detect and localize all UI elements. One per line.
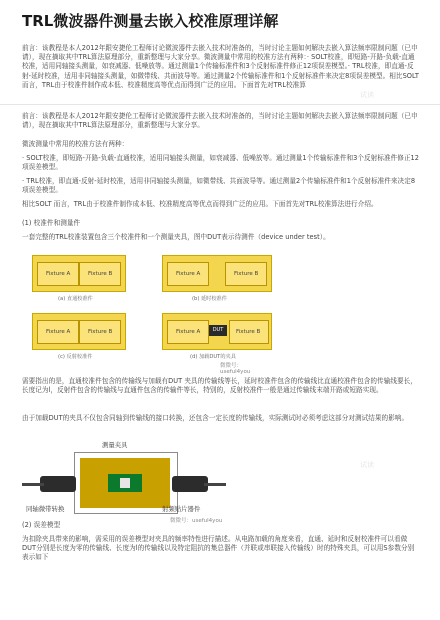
diagram-watermark: 微微号：useful4you: [220, 363, 251, 375]
paragraph-methods: 微波测量中常用的校准方法有两种：: [22, 140, 129, 148]
coax-transition-label: 同轴微带转换: [26, 505, 65, 513]
fixture-line: [162, 255, 272, 292]
coax-cable-left: [22, 483, 44, 486]
paragraph-trl-kit: 一套完整的TRL校准装置包含三个校准件和一个测量夹具，图中DUT表示待测件（device under test）。: [22, 233, 330, 241]
fixture-b-block: [79, 320, 121, 344]
rf-component-label: 射频贴片器件: [162, 505, 201, 513]
fixture-dut: [162, 313, 272, 350]
fixture-label: 测量夹具: [102, 441, 128, 449]
paragraph-comparison: 相比SOLT 而言，TRL由于校准件制作成本低、校准精度高等优点而得到广泛的应用。下面首先对TRL校准算法进行介绍。: [22, 200, 378, 208]
fixture-a-label: Fixture A: [46, 271, 71, 277]
paragraph-fixture-effect: 由于加载DUT的夹具不仅包含同轴到传输线的接口转换，还包含一定长度的传输线，实际测试时必须考虑这部分对测试结果的影响。: [22, 414, 409, 422]
paragraph-preface: 前言：该教程是本人2012年跟安捷伦工程师讨论微波器件去嵌入技术时准备的，当时讨论主题如何解决去嵌入算法频率限制问题（已申请），现在摘取其中TRL算法原理部分，重新整理与大家分享。: [22, 112, 418, 130]
fixture-photo: [22, 440, 226, 526]
coax-connector-right: [172, 476, 208, 492]
fixture-a-block: [167, 262, 209, 286]
calibration-diagram: [22, 249, 272, 373]
fixture-b-label: Fixture B: [88, 271, 113, 277]
watermark-1: 试读: [360, 91, 374, 99]
fixture-thru: [32, 255, 126, 292]
fixture-a-label: Fixture A: [176, 329, 201, 335]
intro-paragraph: 前言：该教程是本人2012年跟安捷伦工程师讨论微波器件去嵌入技术时准备的，当时讨论主题如何解决去嵌入算法频率限制问题（已申请），现在摘取其中TRL算法原理部分，重新整理与大家分享。微波测量中常用的校准方法有两种：· SOLT校准，即短路-开路-负载-直通校准，适用同轴接头测量，如衰减器、低噪放等。通过测量1个传输标准件和3个反射标准件修正12项误差模型。· TRL校准，即直通-反射-延时校准，适用非同轴接头测量，如微带线、共面波导等。通过测量2个传输标准件和1个反射标准件来决定8项误差模型。相比SOLT 而言，TRL由于校准件制作成本低、校准精度高等优点而得到广泛的应用。下面首先对TRL校准算: [22, 44, 419, 89]
caption-reflect: (c) 反射校准件: [58, 354, 93, 360]
dut-chip: [120, 478, 130, 488]
caption-thru: (a) 直通校准件: [58, 296, 93, 302]
fixture-reflect: [32, 313, 126, 350]
fixture-b-label: Fixture B: [88, 329, 113, 335]
section-divider: [0, 104, 440, 105]
fixture-b-block: [229, 320, 269, 344]
dut-block: DUT: [209, 325, 227, 336]
photo-watermark: 微微号：useful4you: [170, 518, 223, 524]
paragraph-solt: · SOLT校准，即短路-开路-负载-直通校准，适用同轴接头测量，如衰减器、低噪放等。通过测量1个传输标准件和3个反射标准件修正12项误差模型。: [22, 154, 420, 172]
page-title: TRL微波器件测量去嵌入校准原理详解: [22, 12, 279, 30]
fixture-a-label: Fixture A: [176, 271, 201, 277]
fixture-a-label: Fixture A: [46, 329, 71, 335]
watermark-2: 试读: [360, 461, 374, 469]
fixture-b-block: [225, 262, 267, 286]
fixture-b-label: Fixture B: [234, 271, 259, 277]
coax-connector-left: [40, 476, 76, 492]
section-heading-2: (2) 误差模型: [22, 521, 61, 529]
paragraph-standard-notes: 需要指出的是，直通校准件包含的传输线与加载有DUT 夹具的传输线等长，延时校准件包含的传输线比直通校准件包含的传输线要长，长度记为l，反射件包含的传输线与直通件包含的传输件等长，特别的，反射校准件一般是通过传输线末端开路或短路实现。: [22, 377, 417, 395]
fixture-a-block: [37, 320, 79, 344]
fixture-b-block: [79, 262, 121, 286]
fixture-a-block: [167, 320, 209, 344]
fixture-a-block: [37, 262, 79, 286]
coax-cable-right: [204, 483, 226, 486]
paragraph-error-model: 为扣除夹具带来的影响，需采用的误差模型对夹具的频率特性进行描述。从电路加载的角度来看，直通、延时和反射校准件可以看做DUT分别是长度为零的传输线、长度为l的传输线以及特定阻抗的集总器件（并联或串联接入传输线）时的特殊夹具，可以用S参数分别表示如下: [22, 535, 415, 562]
fixture-b-label: Fixture B: [236, 329, 261, 335]
caption-dut: (d) 加载DUT的夹具: [190, 354, 236, 360]
caption-line: (b) 延时校准件: [192, 296, 227, 302]
section-heading-1: (1) 校准件和测量件: [22, 219, 81, 227]
paragraph-trl: · TRL校准，即直通-反射-延时校准，适用非同轴接头测量，如微带线、共面波导等。通过测量2个传输标准件和1个反射标准件来决定8项误差模型。: [22, 177, 416, 195]
